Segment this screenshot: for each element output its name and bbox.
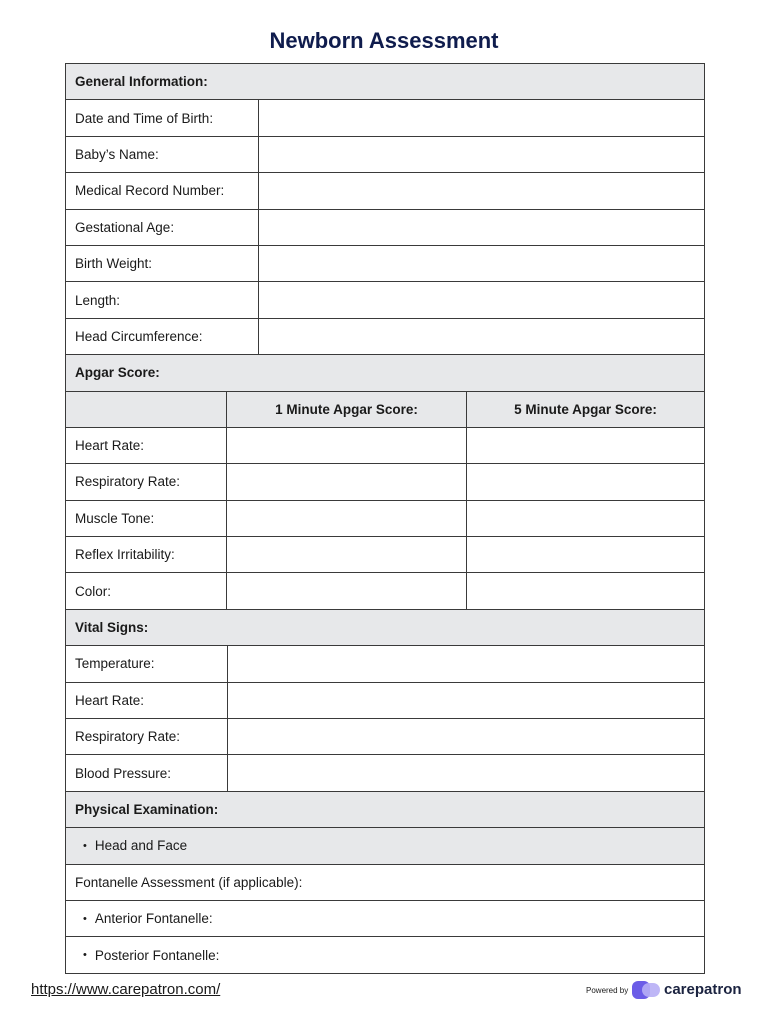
form-row	[66, 137, 704, 173]
assessment-form	[65, 63, 705, 974]
vital-row	[66, 646, 704, 682]
posterior-fontanelle-label: Posterior Fontanelle:	[94, 947, 220, 963]
section-heading: Vital Signs:	[75, 620, 149, 636]
apgar-row	[66, 573, 704, 609]
carepatron-brand-name: carepatron	[664, 981, 742, 998]
apgar-row	[66, 428, 704, 464]
fontanelle-assessment-row	[66, 865, 704, 901]
medical-record-number-field[interactable]	[258, 173, 704, 208]
field-label: Date and Time of Birth:	[75, 110, 214, 126]
field-label: Length:	[75, 292, 121, 308]
apgar-row	[66, 537, 704, 573]
section-physical-examination	[66, 792, 704, 828]
heart-rate-field[interactable]	[227, 683, 704, 718]
field-label: Muscle Tone:	[75, 510, 155, 526]
posterior-fontanelle-row	[66, 937, 704, 973]
form-row	[66, 319, 704, 355]
field-label: Respiratory Rate:	[75, 729, 181, 745]
section-heading: General Information:	[75, 74, 208, 90]
anterior-fontanelle-row	[66, 901, 704, 937]
form-row	[66, 282, 704, 318]
length-field[interactable]	[258, 282, 704, 317]
page-title: Newborn Assessment	[269, 28, 499, 53]
vital-row	[66, 683, 704, 719]
blood-pressure-field[interactable]	[227, 755, 704, 790]
apgar-1-minute-field[interactable]	[226, 537, 466, 572]
field-label: Gestational Age:	[75, 219, 175, 235]
apgar-5-minute-header: 5 Minute Apgar Score:	[466, 392, 704, 427]
apgar-5-minute-field[interactable]	[466, 501, 704, 536]
carepatron-logo-icon	[632, 980, 662, 1000]
anterior-fontanelle-label: Anterior Fontanelle:	[94, 911, 213, 927]
anterior-fontanelle-field[interactable]	[66, 901, 704, 936]
head-circumference-field[interactable]	[258, 319, 704, 354]
field-label: Reflex Irritability:	[75, 547, 175, 563]
field-label: Color:	[75, 583, 112, 599]
date-time-of-birth-field[interactable]	[258, 100, 704, 135]
apgar-1-minute-field[interactable]	[226, 464, 466, 499]
apgar-row	[66, 501, 704, 537]
section-vital-signs	[66, 610, 704, 646]
field-label: Heart Rate:	[75, 692, 145, 708]
apgar-header-row	[66, 392, 704, 428]
bullet-icon: •	[83, 839, 87, 852]
vital-row	[66, 719, 704, 755]
gestational-age-field[interactable]	[258, 210, 704, 245]
vital-row	[66, 755, 704, 791]
field-label: Blood Pressure:	[75, 765, 172, 781]
subsection-head-and-face	[66, 828, 704, 864]
field-label: Temperature:	[75, 656, 155, 672]
apgar-1-minute-field[interactable]	[226, 428, 466, 463]
form-row	[66, 100, 704, 136]
apgar-1-minute-header: 1 Minute Apgar Score:	[226, 392, 466, 427]
apgar-row	[66, 464, 704, 500]
apgar-5-minute-field[interactable]	[466, 428, 704, 463]
bullet-icon: •	[83, 912, 87, 925]
head-and-face-label: Head and Face	[94, 838, 188, 854]
section-general-information	[66, 64, 704, 100]
respiratory-rate-field[interactable]	[227, 719, 704, 754]
field-label: Heart Rate:	[75, 438, 145, 454]
apgar-5-minute-field[interactable]	[466, 537, 704, 572]
bullet-icon: •	[83, 949, 87, 962]
powered-by-label: Powered by	[586, 986, 629, 995]
field-label: Respiratory Rate:	[75, 474, 181, 490]
baby-name-field[interactable]	[258, 137, 704, 172]
field-label: Baby’s Name:	[75, 146, 159, 162]
field-label: Head Circumference:	[75, 328, 203, 344]
form-row	[66, 246, 704, 282]
field-label: Medical Record Number:	[75, 183, 225, 199]
section-apgar-score	[66, 355, 704, 391]
birth-weight-field[interactable]	[258, 246, 704, 281]
apgar-5-minute-field[interactable]	[466, 573, 704, 608]
posterior-fontanelle-field[interactable]	[66, 937, 704, 972]
subsection-label	[66, 828, 704, 863]
fontanelle-assessment-field[interactable]: Fontanelle Assessment (if applicable):	[75, 874, 303, 890]
form-row	[66, 173, 704, 209]
apgar-1-minute-field[interactable]	[226, 501, 466, 536]
section-heading: Physical Examination:	[75, 802, 219, 817]
apgar-header-blank	[66, 392, 226, 427]
apgar-1-minute-field[interactable]	[226, 573, 466, 608]
temperature-field[interactable]	[227, 646, 704, 681]
apgar-5-minute-field[interactable]	[466, 464, 704, 499]
carepatron-link[interactable]: https://www.carepatron.com/	[31, 981, 221, 998]
section-heading: Apgar Score:	[75, 365, 160, 381]
field-label: Birth Weight:	[75, 256, 153, 272]
form-row	[66, 210, 704, 246]
